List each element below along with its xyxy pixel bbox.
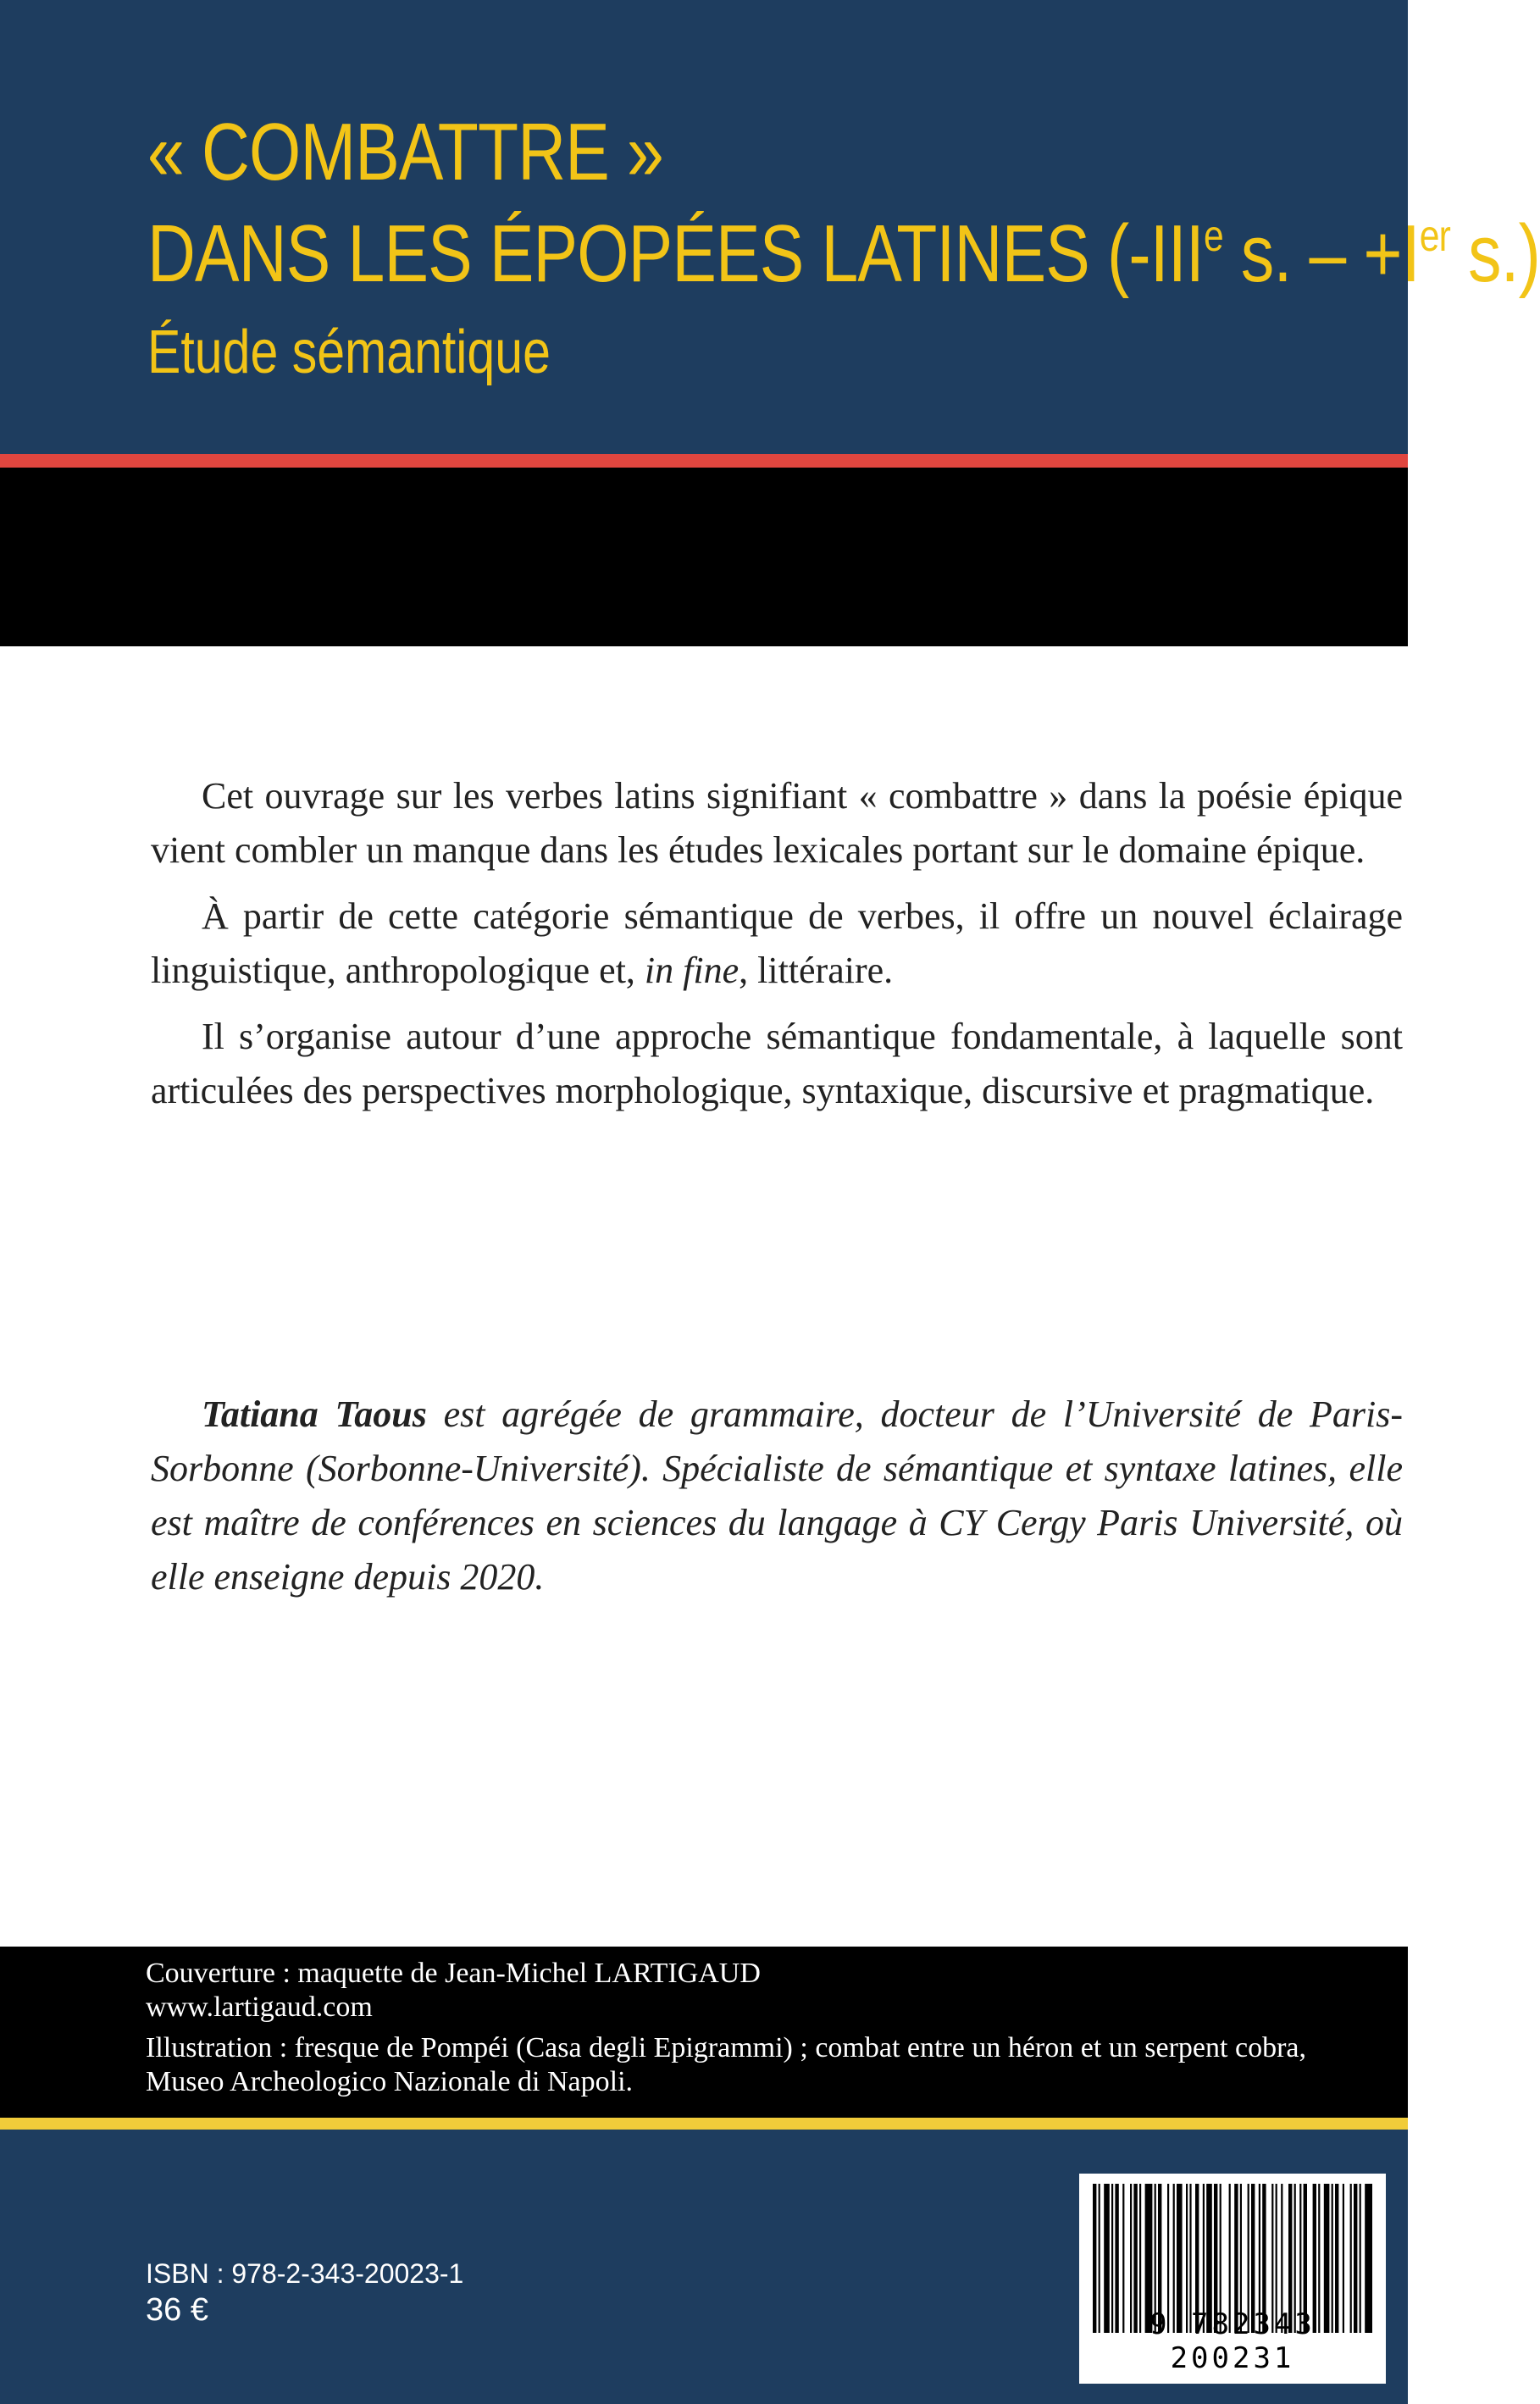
illustration-credit xyxy=(146,2031,1399,2099)
title-superscript-er: er xyxy=(1419,212,1451,261)
summary-paragraph-1: Cet ouvrage sur les verbes latins signifiant « combattre » dans la poésie épique vient combler un manque dans les études lexicales portant sur le domaine épique. xyxy=(151,775,1403,871)
barcode-digits: 9 782343 200231 xyxy=(1149,2307,1316,2375)
book-title-line-1: « COMBATTRE » xyxy=(147,107,663,197)
illustration-line-1: Illustration : fresque de Pompéi (Casa degli Epigrammi) ; combat entre un héron et un serpent cobra, xyxy=(146,2032,1306,2063)
title-superscript-e: e xyxy=(1203,212,1223,261)
red-divider xyxy=(0,454,1408,468)
summary-p2-end: , littéraire. xyxy=(739,950,894,991)
title-part-c: s.) xyxy=(1450,208,1540,299)
cover-designer-line: Couverture : maquette de Jean-Michel LARTIGAUD xyxy=(146,1958,761,1989)
title-part-a: DANS LES ÉPOPÉES LATINES (-III xyxy=(147,208,1204,299)
book-summary xyxy=(151,769,1403,1130)
price-text: 36 € xyxy=(146,2292,208,2328)
author-name: Tatiana Taous xyxy=(202,1393,427,1435)
title-part-b: s. – +I xyxy=(1222,208,1420,299)
cover-credit xyxy=(146,1957,761,2025)
author-bio xyxy=(151,1388,1403,1604)
summary-p2-text: À partir de cette catégorie sémantique de verbes, il offre un nouvel éclairage linguistique, anthropologique et, xyxy=(151,895,1403,991)
illustration-line-2: Museo Archeologico Nazionale di Napoli. xyxy=(146,2066,634,2097)
credits-band xyxy=(0,1947,1408,2118)
author-bio-text: est agrégée de grammaire, docteur de l’Université de Paris-Sorbonne (Sorbonne-Université). Spécialiste de sémantique et syntaxe latines, elle est maître de conférences en sciences du langage à CY Cergy Paris Université, où elle enseigne depuis 2020. xyxy=(151,1393,1403,1598)
isbn-text: ISBN : 978-2-343-20023-1 xyxy=(146,2258,464,2289)
book-subtitle: Étude sémantique xyxy=(147,319,551,386)
cover-title-band xyxy=(0,0,1540,454)
summary-paragraph-3: Il s’organise autour d’une approche sémantique fondamentale, à laquelle sont articulées des perspectives morphologique, syntaxique, discursive et pragmatique. xyxy=(151,1016,1403,1111)
summary-paragraph-2 xyxy=(151,889,1403,998)
black-divider-band xyxy=(0,468,1408,646)
designer-website-link[interactable]: www.lartigaud.com xyxy=(146,1991,373,2023)
book-title-line-2 xyxy=(147,203,1540,305)
barcode-icon xyxy=(1079,2174,1386,2384)
summary-p2-italic: in fine xyxy=(644,950,740,991)
gold-divider xyxy=(0,2118,1408,2130)
book-title-block xyxy=(147,102,1540,395)
